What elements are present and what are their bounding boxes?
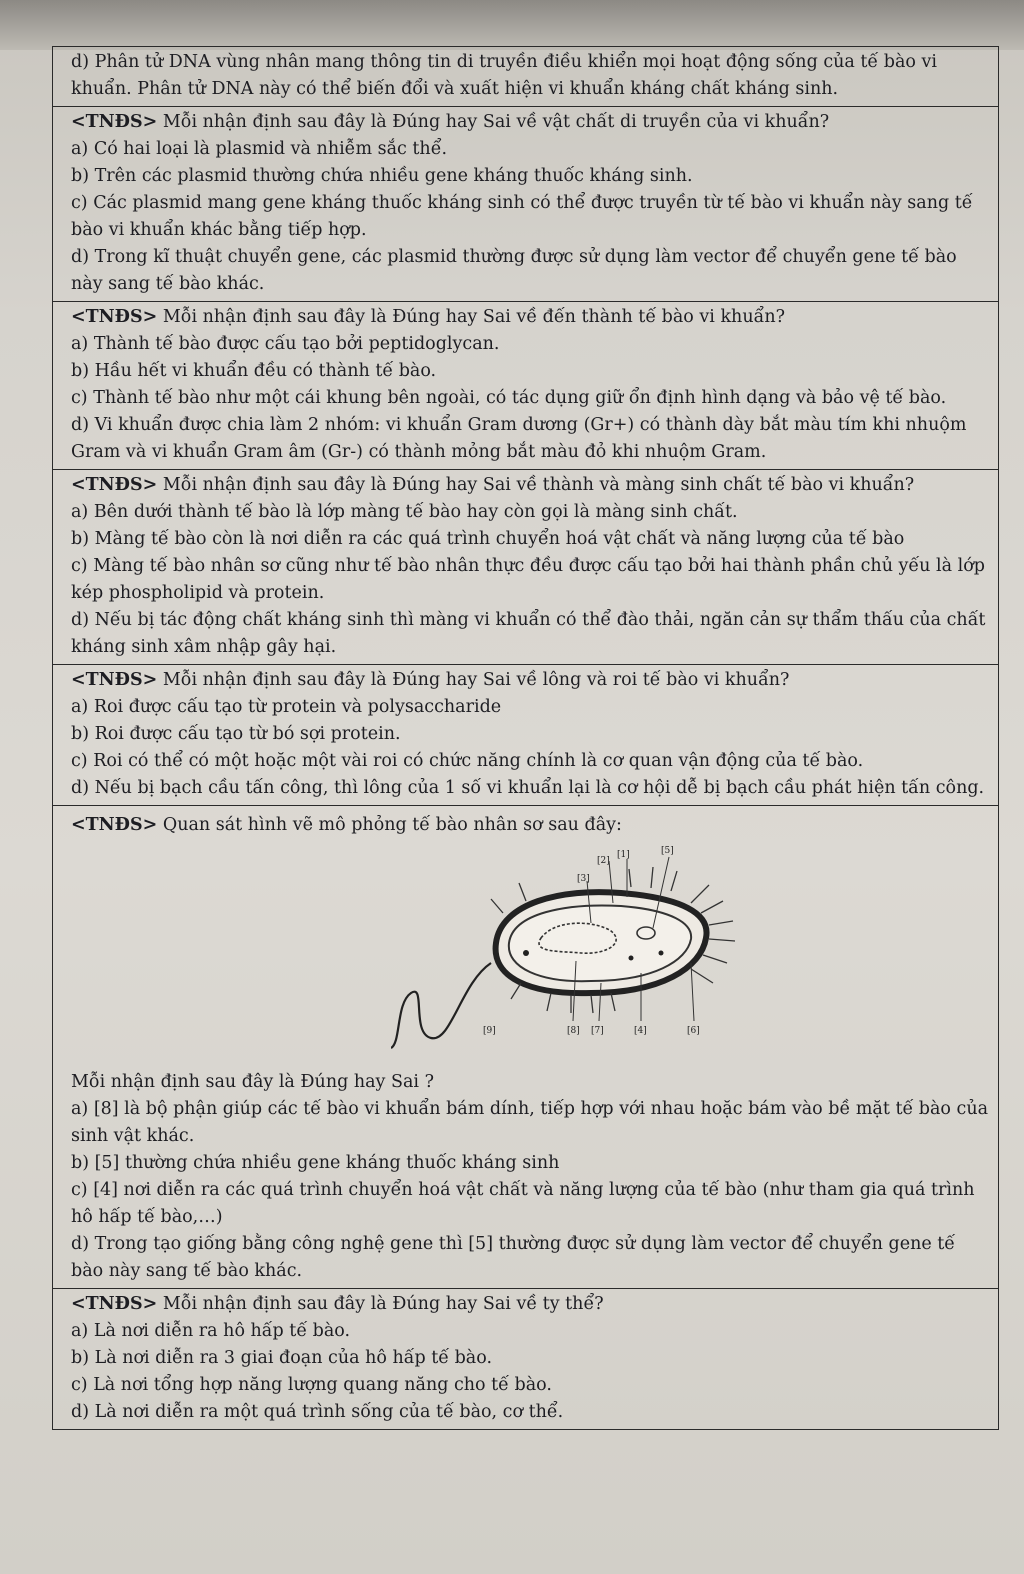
statement-b: b) Là nơi diễn ra 3 giai đoạn của hô hấp tế bào. [71, 1348, 493, 1368]
question-row [53, 1288, 998, 1429]
question-tag: <TNĐS> [71, 670, 158, 690]
question-row [53, 301, 998, 469]
question-tag: <TNĐS> [71, 307, 158, 327]
label-9: [9] [483, 1026, 496, 1036]
statement-c: c) Roi có thể có một hoặc một vài roi có chức năng chính là cơ quan vận động của tế bào. [71, 751, 864, 771]
question-text: Mỗi nhận định sau đây là Đúng hay Sai về vật chất di truyền của vi khuẩn? [162, 112, 830, 132]
statement-d: d) Là nơi diễn ra một quá trình sống của tế bào, cơ thể. [71, 1402, 564, 1422]
question-text: Quan sát hình vẽ mô phỏng tế bào nhân sơ sau đây: [162, 815, 622, 835]
statement-b: b) Trên các plasmid thường chứa nhiều gene kháng thuốc kháng sinh. [71, 166, 693, 186]
question-text: Mỗi nhận định sau đây là Đúng hay Sai về ty thể? [162, 1294, 604, 1314]
statement-a: a) Có hai loại là plasmid và nhiễm sắc thể. [71, 139, 448, 159]
statement-b: b) Hầu hết vi khuẩn đều có thành tế bào. [71, 361, 437, 381]
question-tag: <TNĐS> [71, 815, 158, 835]
statement-c: c) Màng tế bào nhân sơ cũng như tế bào nhân thực đều được cấu tạo bởi hai thành phần chủ yếu là lớp kép phospholipid và protein. [71, 556, 985, 603]
statement-a: a) Thành tế bào được cấu tạo bởi peptidoglycan. [71, 334, 500, 354]
statement-b: b) [5] thường chứa nhiều gene kháng thuốc kháng sinh [71, 1153, 560, 1173]
question-row [53, 46, 998, 106]
statement-a: a) Bên dưới thành tế bào là lớp màng tế bào hay còn gọi là màng sinh chất. [71, 502, 738, 522]
statement-b: b) Màng tế bào còn là nơi diễn ra các quá trình chuyển hoá vật chất và năng lượng của tế bào [71, 529, 905, 549]
label-7: [7] [591, 1026, 604, 1036]
question-heading [71, 1291, 992, 1318]
question-text: Mỗi nhận định sau đây là Đúng hay Sai về lông và roi tế bào vi khuẩn? [162, 670, 790, 690]
question-text: Mỗi nhận định sau đây là Đúng hay Sai về thành và màng sinh chất tế bào vi khuẩn? [162, 475, 915, 495]
ribosome [523, 950, 529, 956]
ribosome [659, 951, 664, 956]
question-tag: <TNĐS> [71, 475, 158, 495]
question-table [52, 46, 999, 1430]
statement-d: d) Nếu bị bạch cầu tấn công, thì lông của 1 số vi khuẩn lại là cơ hội dễ bị bạch cầu phát hiện tấn công. [71, 778, 985, 798]
figure-question: Mỗi nhận định sau đây là Đúng hay Sai ? [71, 1072, 434, 1092]
statement-c: c) Các plasmid mang gene kháng thuốc kháng sinh có thể được truyền từ tế bào vi khuẩn này sang tế bào vi khuẩn khác bằng tiếp hợp. [71, 193, 973, 240]
label-2: [2] [597, 856, 610, 866]
prokaryotic-cell-diagram [391, 843, 751, 1069]
bacteria-figure [71, 839, 992, 1069]
statement-c: c) [4] nơi diễn ra các quá trình chuyển hoá vật chất và năng lượng của tế bào (như tham gia quá trình hô hấp tế bào,…) [71, 1180, 975, 1227]
statement-d: d) Phân tử DNA vùng nhân mang thông tin di truyền điều khiển mọi hoạt động sống của tế bào vi khuẩn. Phân tử DNA này có thể biến đổi và xuất hiện vi khuẩn kháng chất kháng sinh. [71, 52, 937, 99]
question-row [53, 469, 998, 664]
question-heading [71, 667, 992, 694]
statement-a: a) Roi được cấu tạo từ protein và polysaccharide [71, 697, 502, 717]
question-tag: <TNĐS> [71, 1294, 158, 1314]
question-text: Mỗi nhận định sau đây là Đúng hay Sai về đến thành tế bào vi khuẩn? [162, 307, 785, 327]
question-row [53, 664, 998, 805]
question-heading [71, 304, 992, 331]
statement-c: c) Là nơi tổng hợp năng lượng quang năng cho tế bào. [71, 1375, 552, 1395]
flagellum [391, 963, 491, 1048]
label-5: [5] [661, 846, 674, 856]
statement-d: d) Trong kĩ thuật chuyển gene, các plasmid thường được sử dụng làm vector để chuyển gene tế bào này sang tế bào khác. [71, 247, 957, 294]
label-1: [1] [617, 850, 630, 860]
question-heading [71, 472, 992, 499]
question-row-figure [53, 805, 998, 1288]
statement-b: b) Roi được cấu tạo từ bó sợi protein. [71, 724, 401, 744]
ribosome [629, 956, 634, 961]
question-heading [71, 109, 992, 136]
statement-d: d) Trong tạo giống bằng công nghệ gene thì [5] thường được sử dụng làm vector để chuyển gene tế bào này sang tế bào khác. [71, 1234, 956, 1281]
question-tag: <TNĐS> [71, 112, 158, 132]
statement-a: a) [8] là bộ phận giúp các tế bào vi khuẩn bám dính, tiếp hợp với nhau hoặc bám vào bề mặt tế bào của sinh vật khác. [71, 1099, 989, 1146]
statement-d: d) Nếu bị tác động chất kháng sinh thì màng vi khuẩn có thể đào thải, ngăn cản sự thẩm thấu của chất kháng sinh xâm nhập gây hại. [71, 610, 986, 657]
statement-a: a) Là nơi diễn ra hô hấp tế bào. [71, 1321, 351, 1341]
label-4: [4] [634, 1026, 647, 1036]
page-shadow [0, 0, 1024, 50]
statement-d: d) Vi khuẩn được chia làm 2 nhóm: vi khuẩn Gram dương (Gr+) có thành dày bắt màu tím khi nhuộm Gram và vi khuẩn Gram âm (Gr-) có thành mỏng bắt màu đỏ khi nhuộm Gram. [71, 415, 967, 462]
label-8: [8] [567, 1026, 580, 1036]
statement-c: c) Thành tế bào như một cái khung bên ngoài, có tác dụng giữ ổn định hình dạng và bảo vệ tế bào. [71, 388, 947, 408]
label-3: [3] [577, 874, 590, 884]
label-6: [6] [687, 1026, 700, 1036]
question-heading [71, 812, 992, 839]
question-row [53, 106, 998, 301]
